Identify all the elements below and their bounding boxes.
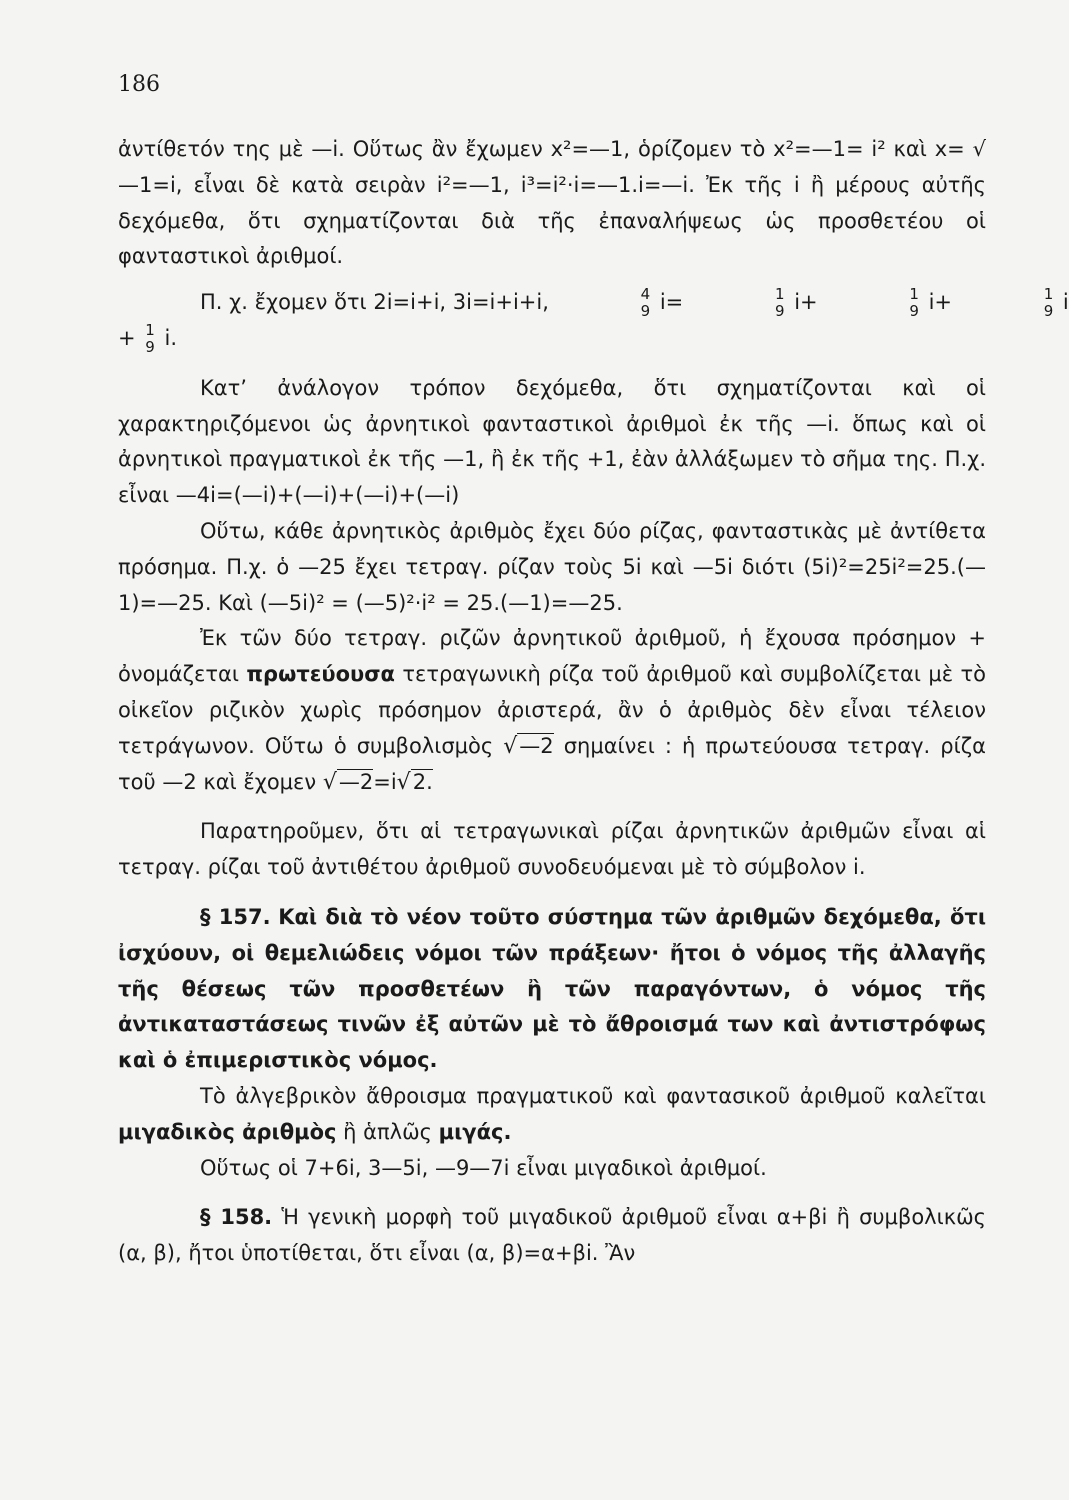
- fraction-denominator: 9: [1043, 302, 1054, 321]
- section-text: Ἡ γενικὴ μορφὴ τοῦ μιγαδικοῦ ἀριθμοῦ εἶναι α+βi ἢ συμβολικῶς (α, β), ἤτοι ὑποτίθεται, ὅτι εἶναι (α, β)=α+βi. Ἂν: [118, 1205, 986, 1266]
- term-migas: μιγάς.: [438, 1119, 512, 1144]
- text-run: Τὸ ἀλγεβρικὸν ἄθροισμα πραγματικοῦ καὶ φαντασικοῦ ἀριθμοῦ καλεῖται: [200, 1083, 986, 1108]
- page-number: 186: [118, 72, 160, 97]
- radicand: —2: [519, 733, 554, 758]
- fraction-denominator: 9: [145, 337, 155, 356]
- example-term: i+: [794, 290, 818, 315]
- radical-sign: √: [322, 769, 337, 795]
- radical-symbol: [397, 770, 433, 794]
- fraction-numerator: 1: [774, 285, 785, 304]
- text-run: Ἐκ τῶν δύο τετραγ. ριζῶν ἀρνητικοῦ ἀριθμοῦ, ἡ ἔχουσα πρόσημον + ὀνομάζεται: [118, 626, 986, 687]
- radicand: 2.: [412, 769, 433, 794]
- text-run: ἢ ἁπλῶς: [343, 1119, 432, 1144]
- radical-symbol: [503, 734, 553, 758]
- fraction-numerator: 1: [1043, 285, 1054, 304]
- section-number: § 157.: [200, 904, 271, 929]
- fraction-one-ninth: [827, 286, 919, 320]
- example-line: [118, 285, 1069, 321]
- section-158: [118, 1200, 986, 1272]
- text-run: τετραγωνικὴ ρίζα τοῦ ἀριθμοῦ καὶ συμβολίζεται μὲ τὸ οἰκεῖον ριζικὸν χωρὶς πρόσημον ἀριστερά, ἂν ὁ ἀριθμὸς δὲν εἶναι τέλειον τετράγωνον. Οὕτω ὁ συμβολισμὸς: [118, 662, 986, 758]
- example-term-end: i: [1062, 290, 1069, 315]
- fraction-numerator: 4: [640, 285, 651, 304]
- section-text: Καὶ διὰ τὸ νέον τοῦτο σύστημα τῶν ἀριθμῶν δεχόμεθα, ὅτι ἰσχύουν, οἱ θεμελιώδεις νόμοι τῶν πράξεων· ἤτοι ὁ νόμος τῆς ἀλλαγῆς τῆς θέσεως τῶν προσθετέων ἢ τῶν παραγόντων, ὁ νόμος τῆς ἀντικαταστάσεως τινῶν ἐξ αὐτῶν μὲ τὸ ἄθροισμά των καὶ ἀντιστρόφως καὶ ὁ ἐπιμεριστικὸς νόμος.: [118, 904, 987, 1073]
- paragraph-principal-root: [118, 621, 986, 800]
- term-principal: πρωτεύουσα: [246, 662, 395, 687]
- fraction-denominator: 9: [774, 302, 785, 321]
- example-plus: +: [118, 325, 136, 350]
- radicand: —2: [338, 769, 374, 794]
- radical-sign: √: [396, 769, 411, 795]
- paragraph-negative-imaginary: Κατ’ ἀνάλογον τρόπον δεχόμεθα, ὅτι σχηματίζονται καὶ οἱ χαρακτηριζόμενοι ὡς ἀρνητικοὶ φανταστικοὶ ἀριθμοὶ ἐκ τῆς —i. ὅπως καὶ οἱ ἀρνητικοὶ πραγματικοὶ ἐκ τῆς —1, ἢ ἐκ τῆς +1, ἐὰν ἀλλάξωμεν τὸ σῆμα της. Π.χ. εἶναι —4i=(—i)+(—i)+(—i)+(—i): [118, 375, 986, 508]
- fraction-denominator: 9: [640, 302, 651, 321]
- fraction-numerator: 1: [145, 320, 155, 339]
- example-prefix: Π. χ. ἔχομεν ὅτι 2i=i+i, 3i=i+i+i,: [200, 290, 549, 315]
- example-line-continued: [118, 321, 986, 357]
- text-run: =i: [373, 769, 397, 794]
- paragraph-opening: ἀντίθετόν της μὲ —i. Οὕτως ἂν ἔχωμεν x²=—1, ὁρίζομεν τὸ x²=—1= i² καὶ x= √—1=i, εἶναι δὲ κατὰ σειρὰν i²=—1, i³=i²·i=—1.i=—i. Ἐκ τῆς i ἢ μέρους αὐτῆς δεχόμεθα, ὅτι σχηματίζονται διὰ τῆς ἐπαναλήψεως ὡς προσθετέου οἱ φανταστικοὶ ἀριθμοί.: [118, 137, 986, 269]
- fraction-denominator: 9: [909, 302, 919, 321]
- term-complex-number: μιγαδικὸς ἀριθμὸς: [118, 1119, 337, 1144]
- page-body: [118, 132, 1069, 1272]
- fraction-one-ninth: [693, 286, 785, 320]
- paragraph-observation: Παρατηροῦμεν, ὅτι αἱ τετραγωνικαὶ ρίζαι ἀρνητικῶν ἀριθμῶν εἶναι αἱ τετραγ. ρίζαι τοῦ ἀντιθέτου ἀριθμοῦ συνοδευόμεναι μὲ τὸ σύμβολον i.: [118, 819, 986, 880]
- paragraph-two-roots: Οὕτω, κάθε ἀρνητικὸς ἀριθμὸς ἔχει δύο ρίζας, φανταστικὰς μὲ ἀντίθετα πρόσημα. Π.χ. ὁ —25 ἔχει τετραγ. ρίζαν τοὺς 5i καὶ —5i διότι (5i)²=25i²=25.(—1)=—25. Καὶ (—5i)² = (—5)²·i² = 25.(—1)=—25.: [118, 518, 986, 615]
- fraction-one-ninth: [145, 322, 155, 356]
- section-157: [118, 900, 986, 1079]
- fraction-four-ninths: [559, 286, 651, 320]
- text-run: σημαίνει : ἡ πρωτεύουσα τετραγ. ρίζα τοῦ —2 καὶ ἔχομεν: [118, 733, 986, 794]
- example-term: i+: [928, 290, 952, 315]
- radical-sign: √: [503, 733, 518, 759]
- example-eq: i=: [659, 290, 684, 315]
- example-last: i.: [164, 325, 178, 350]
- section-number: § 158.: [200, 1205, 273, 1230]
- paragraph-complex-definition: [118, 1079, 986, 1151]
- fraction-numerator: 1: [909, 285, 919, 304]
- fraction-one-ninth: [962, 286, 1054, 320]
- paragraph-examples: Οὕτως οἱ 7+6i, 3—5i, —9—7i εἶναι μιγαδικοὶ ἀριθμοί.: [200, 1155, 767, 1180]
- radical-symbol: [323, 770, 373, 794]
